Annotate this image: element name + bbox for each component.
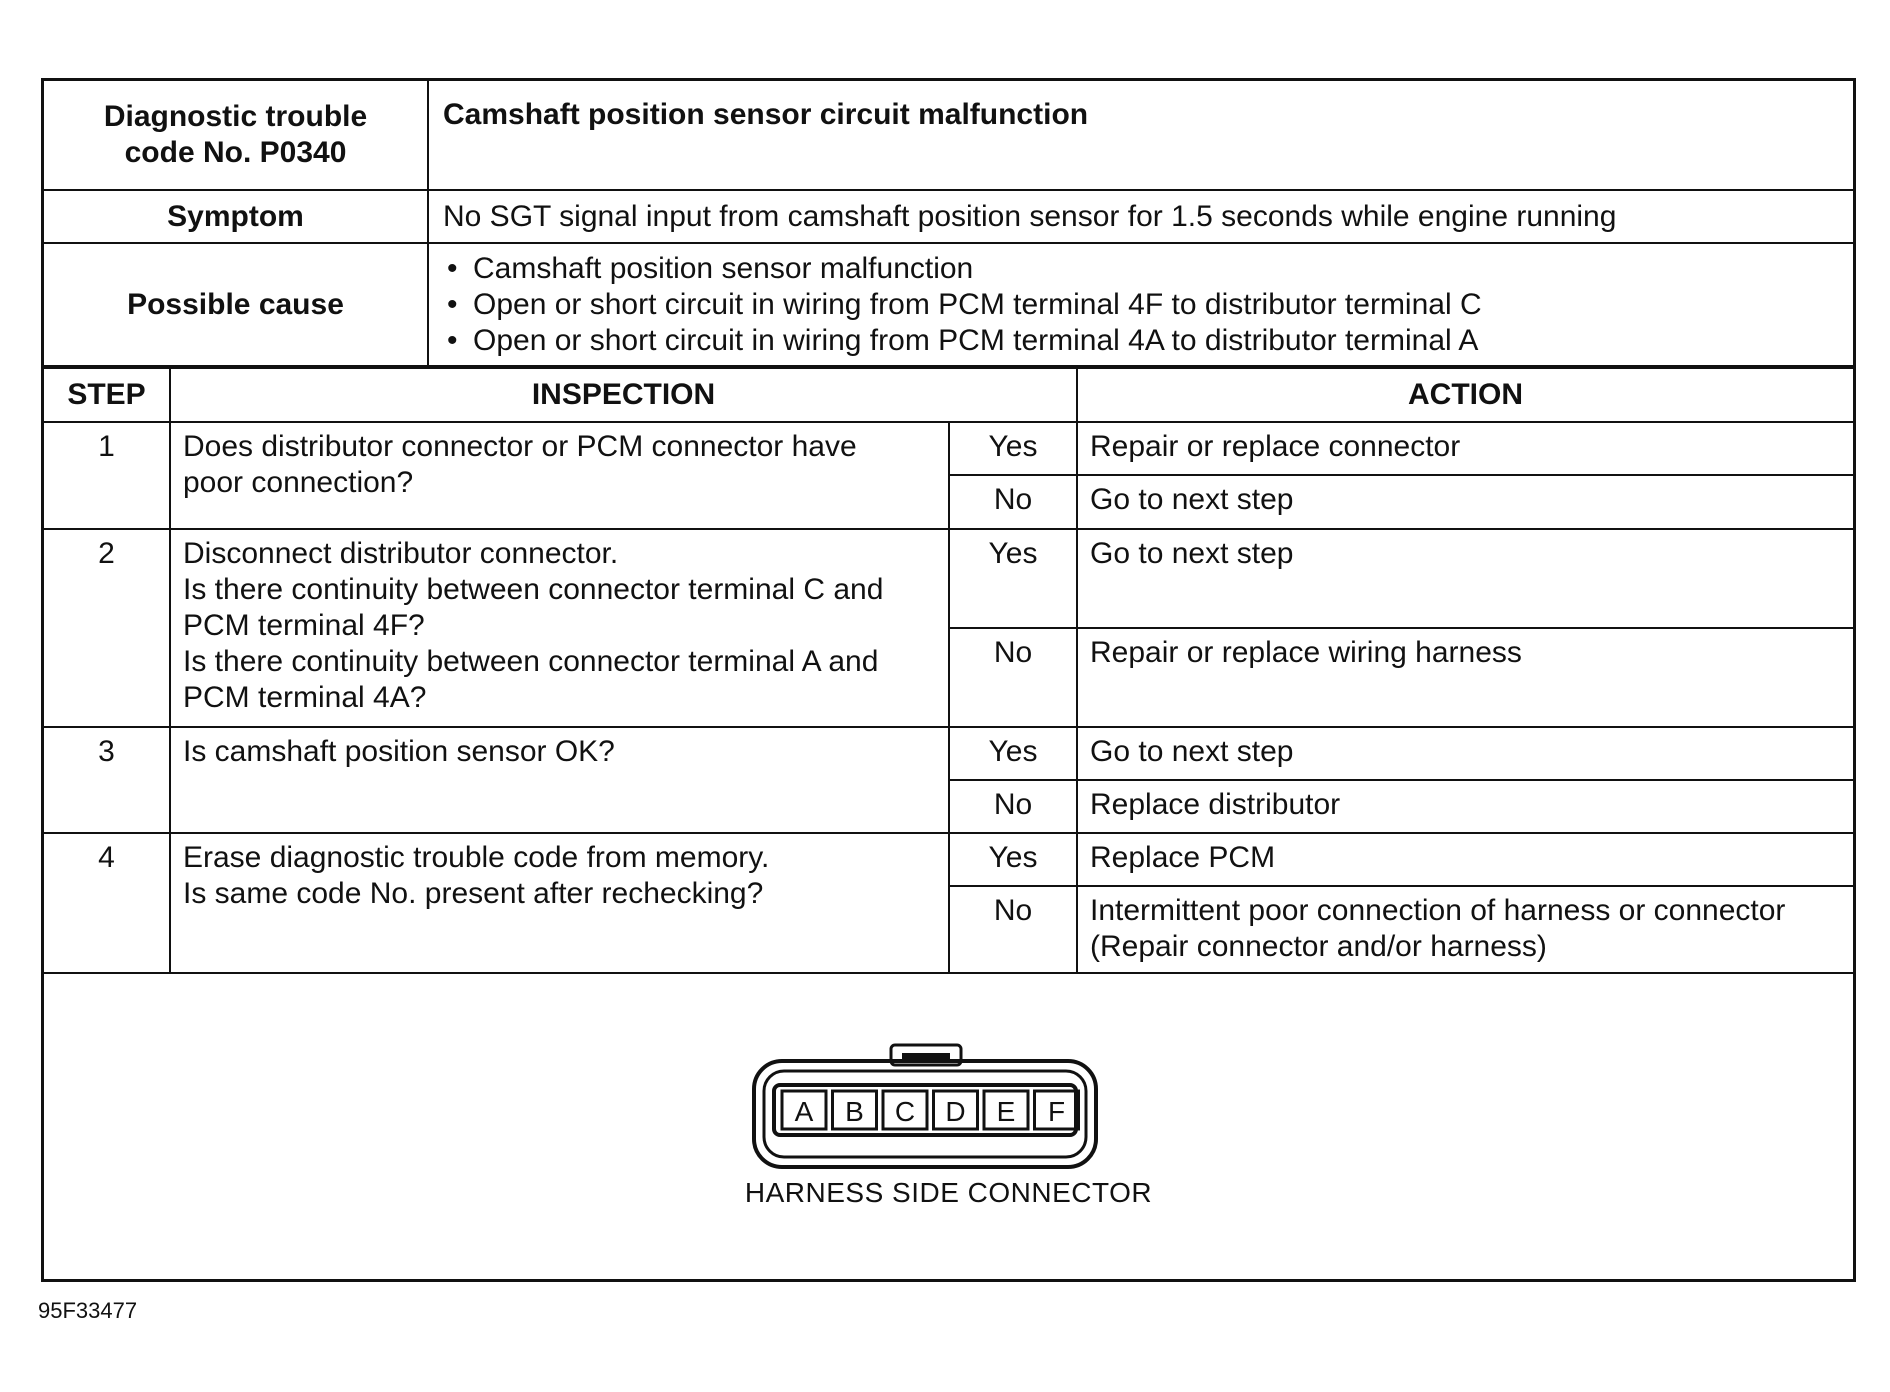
step-inspection <box>170 833 949 973</box>
symptom-label: Symptom <box>44 190 428 243</box>
step-number: 3 <box>44 727 170 833</box>
inspection-line: Is there continuity between connector terminal C and <box>183 573 884 606</box>
no-action-line: Intermittent poor connection of harness or connector <box>1090 894 1786 927</box>
possible-cause-item: • Open or short circuit in wiring from PCM terminal 4F to distributor terminal C <box>443 287 1839 323</box>
step-row <box>44 422 1853 475</box>
step-row <box>44 529 1853 628</box>
no-label: No <box>949 886 1077 973</box>
connector-pin-label: C <box>894 1096 916 1127</box>
inspection-line: Is same code No. present after rechecking? <box>183 877 764 910</box>
yes-action: Replace PCM <box>1077 833 1853 886</box>
column-header-step: STEP <box>44 368 170 422</box>
dtc-label-line1: Diagnostic trouble <box>103 100 368 133</box>
no-action: Go to next step <box>1077 475 1853 529</box>
step-number: 4 <box>44 833 170 973</box>
connector-pin-label: E <box>996 1096 1016 1127</box>
inspection-line: PCM terminal 4F? <box>183 609 425 642</box>
connector-pin-label: D <box>945 1096 966 1127</box>
harness-connector-icon <box>750 1043 1100 1173</box>
connector-diagram <box>44 965 1853 1279</box>
inspection-line: PCM terminal 4A? <box>183 681 427 714</box>
dtc-label <box>44 81 428 190</box>
possible-cause-item: • Open or short circuit in wiring from PCM terminal 4A to distributor terminal A <box>443 323 1839 359</box>
figure-id: 95F33477 <box>38 1298 138 1323</box>
no-label: No <box>949 780 1077 833</box>
inspection-line: Is there continuity between connector terminal A and <box>183 645 879 678</box>
possible-cause-item: • Camshaft position sensor malfunction <box>443 251 1839 287</box>
step-inspection <box>170 422 949 529</box>
no-action-line: (Repair connector and/or harness) <box>1090 930 1547 963</box>
connector-pin-label: A <box>794 1096 814 1127</box>
possible-cause-cell <box>428 243 1853 366</box>
possible-cause-label: Possible cause <box>44 243 428 366</box>
step-inspection <box>170 529 949 727</box>
no-action: Repair or replace wiring harness <box>1077 628 1853 727</box>
yes-label: Yes <box>949 529 1077 628</box>
no-label: No <box>949 628 1077 727</box>
possible-cause-list <box>443 251 1839 359</box>
step-number: 1 <box>44 422 170 529</box>
symptom-text: No SGT signal input from camshaft position sensor for 1.5 seconds while engine running <box>428 190 1853 243</box>
no-label: No <box>949 475 1077 529</box>
step-row <box>44 727 1853 780</box>
diagnostic-sheet <box>41 78 1856 1282</box>
yes-action: Go to next step <box>1077 529 1853 628</box>
steps-table <box>44 367 1853 974</box>
yes-label: Yes <box>949 833 1077 886</box>
step-row <box>44 833 1853 886</box>
no-action: Replace distributor <box>1077 780 1853 833</box>
inspection-line: Disconnect distributor connector. <box>183 537 619 570</box>
inspection-line: Does distributor connector or PCM connector have <box>183 430 857 463</box>
step-number: 2 <box>44 529 170 727</box>
inspection-line: Is camshaft position sensor OK? <box>183 735 615 768</box>
inspection-line: poor connection? <box>183 466 414 499</box>
dtc-title: Camshaft position sensor circuit malfunction <box>428 81 1853 190</box>
no-action <box>1077 886 1853 973</box>
yes-label: Yes <box>949 727 1077 780</box>
connector-caption: HARNESS SIDE CONNECTOR <box>744 1177 1153 1208</box>
yes-label: Yes <box>949 422 1077 475</box>
connector-pin-label: B <box>845 1096 864 1127</box>
yes-action: Repair or replace connector <box>1077 422 1853 475</box>
connector-pin-label: F <box>1047 1096 1066 1127</box>
step-inspection <box>170 727 949 833</box>
dtc-header-table <box>44 81 1853 367</box>
inspection-line: Erase diagnostic trouble code from memory. <box>183 841 770 874</box>
yes-action: Go to next step <box>1077 727 1853 780</box>
column-header-inspection: INSPECTION <box>170 368 1077 422</box>
dtc-label-line2: code No. P0340 <box>124 136 347 169</box>
connector-pins <box>782 1091 1079 1129</box>
column-header-action: ACTION <box>1077 368 1853 422</box>
